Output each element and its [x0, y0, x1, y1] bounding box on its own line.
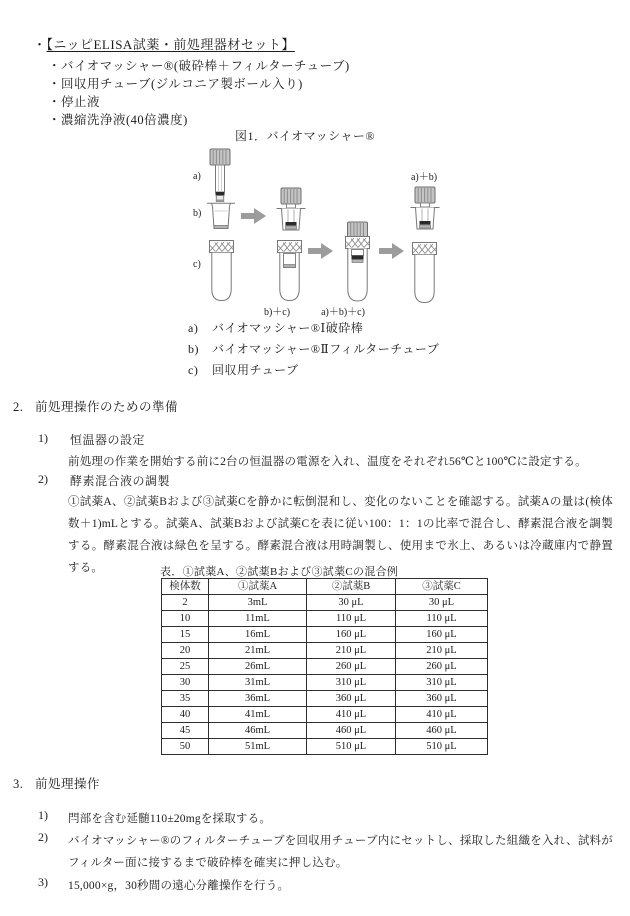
table-cell: 210 μL	[307, 643, 396, 659]
pestle-in-filter-tube-icon	[411, 187, 440, 229]
kit-item-list	[48, 57, 350, 129]
figure-legend	[188, 318, 439, 381]
table-header-row	[162, 579, 488, 595]
table-cell: 210 μL	[396, 643, 488, 659]
arrow-right-icon	[379, 243, 404, 259]
legend-key: a)	[188, 321, 199, 335]
table-cell: 460 μL	[307, 723, 396, 739]
table-cell: 2	[162, 595, 209, 611]
legend-key: c)	[188, 363, 199, 377]
section-title: 前処理操作のための準備	[35, 400, 179, 414]
table-cell: 360 μL	[307, 691, 396, 707]
table-cell: 30 μL	[396, 595, 488, 611]
table-cell: 15	[162, 627, 209, 643]
biomasher-figure	[185, 146, 455, 318]
table-cell: 51mL	[209, 739, 307, 755]
table-cell: 11mL	[209, 611, 307, 627]
filter-tube-icon	[207, 203, 235, 228]
table-cell: 30 μL	[307, 595, 396, 611]
item-title: 恒温器の設定	[70, 433, 146, 447]
table-row	[162, 723, 488, 739]
legend-key: b)	[188, 342, 199, 356]
table-cell: 10	[162, 611, 209, 627]
collection-tube-icon	[278, 241, 302, 301]
item-number: 1)	[38, 808, 48, 822]
kit-heading	[33, 36, 295, 53]
table-cell: 260 μL	[307, 659, 396, 675]
item-title: 酵素混合液の調製	[70, 474, 171, 488]
column-header: 検体数	[162, 579, 209, 595]
table-cell: 31mL	[209, 675, 307, 691]
kit-item: ・停止液	[48, 95, 101, 109]
section-title: 前処理操作	[35, 777, 101, 791]
full-assembly-icon	[346, 222, 370, 301]
table-cell: 36mL	[209, 691, 307, 707]
table-cell: 310 μL	[307, 675, 396, 691]
column-header: ②試薬B	[307, 579, 396, 595]
figure-label-a: a)	[193, 171, 201, 182]
table-cell: 410 μL	[307, 707, 396, 723]
table-cell: 50	[162, 739, 209, 755]
item-body: 前処理の作業を開始する前に2台の恒温器の電源を入れ、温度をそれぞれ56℃と100℃に設定する。	[68, 456, 587, 468]
table-row	[162, 643, 488, 659]
figure-label-ab: a)＋b)	[410, 172, 438, 183]
table-cell: 16mL	[209, 627, 307, 643]
item-body: 15,000×g，30秒間の遠心分離操作を行う。	[68, 880, 290, 892]
section3-heading	[13, 774, 100, 792]
filter-insert-icon	[284, 254, 296, 268]
figure-label-bc: b)＋c)	[263, 307, 291, 318]
table-cell: 26mL	[209, 659, 307, 675]
table-cell: 510 μL	[396, 739, 488, 755]
table-cell: 3mL	[209, 595, 307, 611]
figure-label-c: c)	[193, 259, 201, 270]
item-number: 1)	[38, 431, 48, 445]
table-row	[162, 611, 488, 627]
table-row	[162, 739, 488, 755]
table-caption: 表．①試薬A、②試薬Bおよび③試薬Cの混合例	[160, 566, 399, 578]
legend-item	[188, 360, 439, 381]
item-number: 2)	[38, 830, 48, 844]
table-row	[162, 659, 488, 675]
table-cell: 360 μL	[396, 691, 488, 707]
mixing-table-body	[162, 595, 488, 755]
item-body: 閂部を含む延髄110±20mgを採取する。	[68, 813, 272, 825]
table-cell: 410 μL	[396, 707, 488, 723]
table-cell: 35	[162, 691, 209, 707]
table-cell: 20	[162, 643, 209, 659]
arrow-right-icon	[308, 243, 333, 259]
table-row	[162, 691, 488, 707]
kit-item: ・濃縮洗浄液(40倍濃度)	[48, 113, 188, 127]
table-cell: 510 μL	[307, 739, 396, 755]
kit-item: ・バイオマッシャー®(破砕棒＋フィルターチューブ)	[48, 59, 350, 73]
section-number: 3.	[13, 777, 24, 791]
mixing-table	[161, 578, 488, 755]
table-row	[162, 627, 488, 643]
kit-item: ・回収用チューブ(ジルコニア製ボール入り)	[48, 77, 303, 91]
table-cell: 40	[162, 707, 209, 723]
table-cell: 45	[162, 723, 209, 739]
legend-item	[188, 318, 439, 339]
figure-label-b: b)	[193, 208, 202, 219]
legend-item	[188, 339, 439, 360]
column-header: ③試薬C	[396, 579, 488, 595]
pestle-icon	[210, 149, 230, 202]
table-cell: 46mL	[209, 723, 307, 739]
item-number: 2)	[38, 472, 48, 486]
table-cell: 41mL	[209, 707, 307, 723]
column-header: ①試薬A	[209, 579, 307, 595]
table-cell: 110 μL	[307, 611, 396, 627]
item-body: ①試薬A、②試薬Bおよび③試薬Cを静かに転倒混和し、変化のないことを確認する。試薬Aの量は(検体数＋1)mLとする。試薬A、試薬Bおよび試薬Cを表に従い100：1：1の比率で混合し、酵素混合液を調製する。酵素混合液は緑色を呈する。酵素混合液は用時調製し、使用まで氷上、あるいは冷蔵庫内で静置する。	[68, 496, 613, 574]
table-cell: 21mL	[209, 643, 307, 659]
legend-text: 回収用チューブ	[212, 363, 299, 377]
kit-title: 【ニッピELISA試薬・前処理器材セット】	[46, 37, 295, 52]
figure-title: 図1．バイオマッシャー®	[235, 129, 376, 143]
arrow-right-icon	[241, 208, 266, 224]
item-body: バイオマッシャー®のフィルターチューブを回収用チューブ内にセットし、採取した組織を入れ、試料がフィルター面に接するまで破砕棒を確実に押し込む。	[68, 835, 613, 869]
table-row	[162, 675, 488, 691]
table-row	[162, 707, 488, 723]
table-cell: 310 μL	[396, 675, 488, 691]
legend-text: バイオマッシャー®Ⅰ破砕棒	[212, 321, 364, 335]
collection-tube-icon	[210, 241, 234, 301]
table-cell: 110 μL	[396, 611, 488, 627]
pestle-in-filter-tube-icon	[277, 188, 306, 230]
legend-text: バイオマッシャー®Ⅱフィルターチューブ	[212, 342, 440, 356]
table-cell: 260 μL	[396, 659, 488, 675]
figure-label-abc: a)＋b)＋c)	[321, 307, 365, 318]
section-number: 2.	[13, 400, 24, 414]
table-row	[162, 595, 488, 611]
table-cell: 460 μL	[396, 723, 488, 739]
section2-heading	[13, 397, 178, 415]
collection-tube-icon	[413, 243, 437, 303]
table-cell: 25	[162, 659, 209, 675]
table-cell: 160 μL	[396, 627, 488, 643]
item-number: 3)	[38, 875, 48, 889]
table-cell: 30	[162, 675, 209, 691]
table-cell: 160 μL	[307, 627, 396, 643]
kit-bullet: ・	[33, 37, 47, 52]
